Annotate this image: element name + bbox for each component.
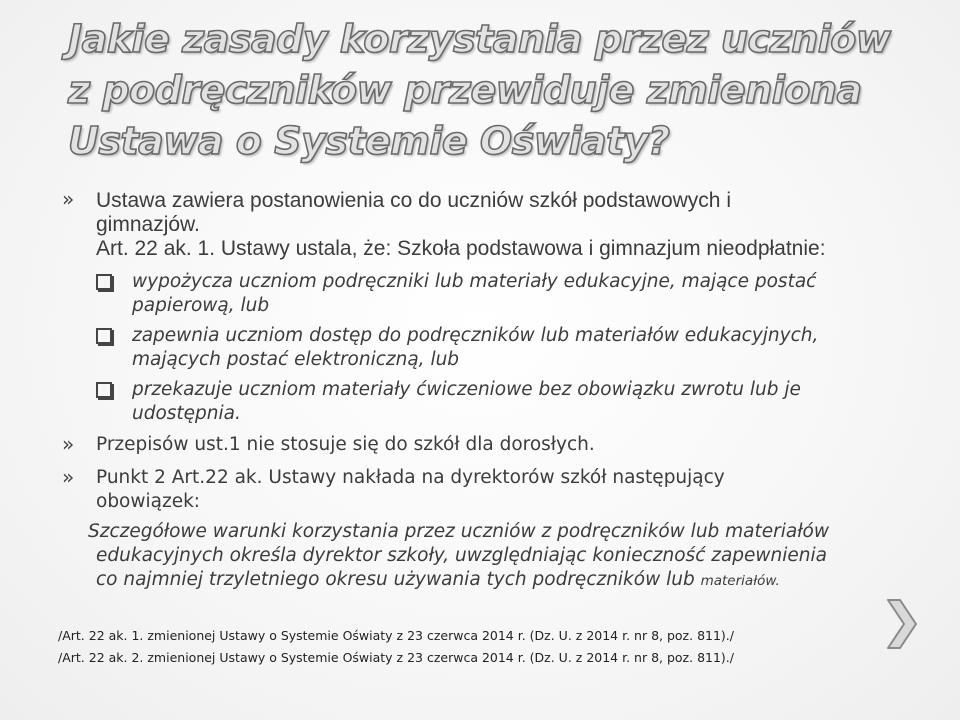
checklist-item-1-line-2: papierową, lub <box>132 295 270 316</box>
intro-line-2: gimnazjów. <box>96 213 200 236</box>
bullet-icon: » <box>62 465 75 489</box>
point-2-text: Przepisów ust.1 nie stosuje się do szkół dla dorosłych. <box>96 434 595 455</box>
quote-line-3-small: materiałów. <box>700 573 780 589</box>
checklist-item-1-line-1: wypożycza uczniom podręczniki lub materiały edukacyjne, mające postać <box>132 271 817 292</box>
quote-line-3 <box>96 569 780 590</box>
bullet-icon: » <box>62 187 75 211</box>
checklist-item-3-line-2: udostępnia. <box>132 403 241 424</box>
title-line-2: z podręczników przewiduje zmieniona <box>68 68 862 112</box>
checklist-item-3-line-1: przekazuje uczniom materiały ćwiczeniowe bez obowiązku zwrotu lub je <box>132 379 801 400</box>
quote-line-2: edukacyjnych określa dyrektor szkoły, uwzględniając konieczność zapewnienia <box>96 545 827 566</box>
point-3-line-2: obowiązek: <box>96 491 201 512</box>
chevron-right-icon[interactable] <box>884 596 920 652</box>
title-line-1: Jakie zasady korzystania przez uczniów <box>68 17 891 61</box>
point-3-line-1: Punkt 2 Art.22 ak. Ustawy nakłada na dyrektorów szkół następujący <box>96 467 725 488</box>
quote-line-3-main: co najmniej trzyletniego okresu używania tych podręczników lub <box>96 569 701 590</box>
checklist-item-2-line-1: zapewnia uczniom dostęp do podręczników lub materiałów edukacyjnych, <box>132 325 819 346</box>
slide-title <box>68 14 928 167</box>
checklist-item-2-line-2: mających postać elektroniczną, lub <box>132 349 460 370</box>
intro-line-1: Ustawa zawiera postanowienia co do uczniów szkół podstawowych i <box>96 189 731 212</box>
quote-line-1: Szczegółowe warunki korzystania przez uczniów z podręczników lub materiałów <box>88 521 830 542</box>
checkbox-icon <box>96 328 112 344</box>
checkbox-icon <box>96 382 112 398</box>
footnote-2: /Art. 22 ak. 2. zmienionej Ustawy o Systemie Oświaty z 23 czerwca 2014 r. (Dz. U. z 2014 r. nr 8, poz. 811)./ <box>58 650 734 665</box>
bullet-icon: » <box>62 432 75 456</box>
checkbox-icon <box>96 274 112 290</box>
footnote-1: /Art. 22 ak. 1. zmienionej Ustawy o Systemie Oświaty z 23 czerwca 2014 r. (Dz. U. z 2014 r. nr 8, poz. 811)./ <box>58 628 734 643</box>
title-line-3: Ustawa o Systemie Oświaty? <box>68 119 670 163</box>
intro-line-3: Art. 22 ak. 1. Ustawy ustala, że: Szkoła podstawowa i gimnazjum nieodpłatnie: <box>96 237 826 260</box>
